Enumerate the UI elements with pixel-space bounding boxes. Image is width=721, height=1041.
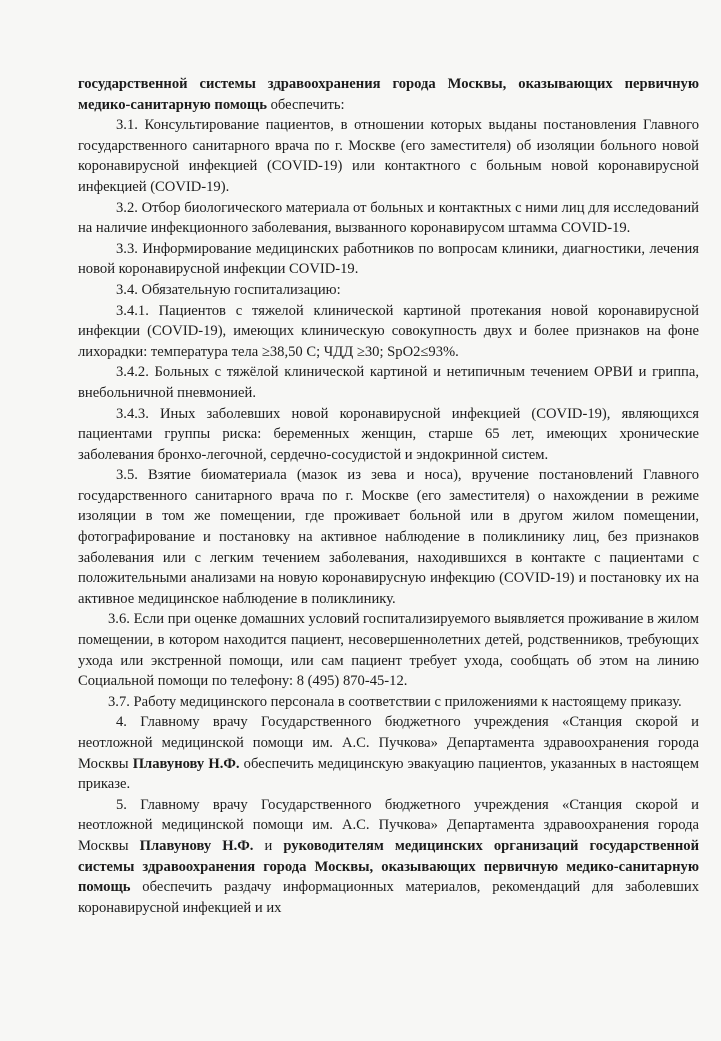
paragraph-3-4-2: 3.4.2. Больных с тяжёлой клинической картиной и нетипичным течением ОРВИ и гриппа, внебольничной пневмонией. [78, 364, 699, 401]
paragraph-intro [78, 74, 699, 115]
paragraph-text: и [253, 837, 284, 854]
document-body [78, 74, 699, 918]
paragraph-text: обеспечить раздачу информационных материалов, рекомендаций для заболевших коронавирусной инфекцией и их [78, 879, 699, 916]
paragraph-3-4-1: 3.4.1. Пациентов с тяжелой клинической картиной протекания новой коронавирусной инфекции (COVID-19), имеющих клиническую совокупность двух и более признаков на фоне лихорадки: температура тела ≥38,50 С; ЧДД ≥30; SpO2≤93%. [78, 302, 699, 360]
paragraph-3-4: 3.4. Обязательную госпитализацию: [116, 281, 341, 298]
paragraph-3-5: 3.5. Взятие биоматериала (мазок из зева и носа), вручение постановлений Главного государственного санитарного врача по г. Москве (его заместителя) о нахождении в режиме изоляции в том же помещении, где проживает больной или в другом жилом помещении, фотографирование и постановку на активное наблюдение в поликлинику лиц, без признаков заболевания или с легким течением заболевания, находившихся в контакте с пациентами с положительными анализами на новую коронавирусную инфекцию (COVID-19) и постановку их на активное медицинское наблюдение в поликлинику. [78, 467, 699, 607]
paragraph-text: обеспечить: [266, 96, 345, 113]
paragraph-3-2: 3.2. Отбор биологического материала от больных и контактных с ними лиц для исследований на наличие инфекционного заболевания, вызванного коронавирусом штамма COVID-19. [78, 199, 699, 237]
paragraph-3-4-3: 3.4.3. Иных заболевших новой коронавирусной инфекцией (COVID-19), являющихся пациентами группы риска: беременных женщин, старше 65 лет, имеющих хронические заболевания бронхо-легочной, сердечно-сосудистой и эндокринной систем. [78, 405, 699, 463]
paragraph-3-6: 3.6. Если при оценке домашних условий госпитализируемого выявляется проживание в жилом помещении, в котором находится пациент, несовершеннолетних детей, родственников, требующих ухода или экстренной помощи, или сам пациент требует ухода, сообщать об этом на линию Социальной помощи по телефону: 8 (495) 870-45-12. [78, 611, 699, 690]
paragraph-3-7: 3.7. Работу медицинского персонала в соответствии с приложениями к настоящему приказу. [108, 693, 682, 710]
paragraph-3-1: 3.1. Консультирование пациентов, в отношении которых выданы постановления Главного государственного санитарного врача по г. Москве (его заместителя) об изоляции больного новой коронавирусной инфекцией (COVID-19) или контактного с больным новой коронавирусной инфекцией (COVID-19). [78, 117, 699, 195]
paragraph-5 [78, 795, 699, 919]
paragraph-4 [78, 712, 699, 794]
bold-text: Плавунову Н.Ф. [139, 837, 254, 854]
paragraph-text: 4. Главному врачу Государственного бюджетного учреждения «Станция скорой и неотложной медицинской помощи им. А.С. Пучкова» Департамента здравоохранения города Москвы [78, 714, 699, 772]
bold-text: государственной системы здравоохранения города Москвы, оказывающих первичную медико-санитарную помощь [78, 76, 699, 113]
paragraph-text: обеспечить медицинскую эвакуацию пациентов, указанных в настоящем приказе. [78, 755, 699, 793]
bold-text: руководителям медицинских организаций государственной системы здравоохранения города Москвы, оказывающих первичную медико-санитарную помощь [78, 837, 700, 896]
paragraph-3-3: 3.3. Информирование медицинских работников по вопросам клиники, диагностики, лечения новой коронавирусной инфекции COVID-19. [78, 240, 699, 278]
bold-text: Плавунову Н.Ф. [132, 755, 240, 772]
paragraph-text: 5. Главному врачу Государственного бюджетного учреждения «Станция скорой и неотложной медицинской помощи им. А.С. Пучкова» Департамента здравоохранения города Москвы [78, 796, 699, 854]
